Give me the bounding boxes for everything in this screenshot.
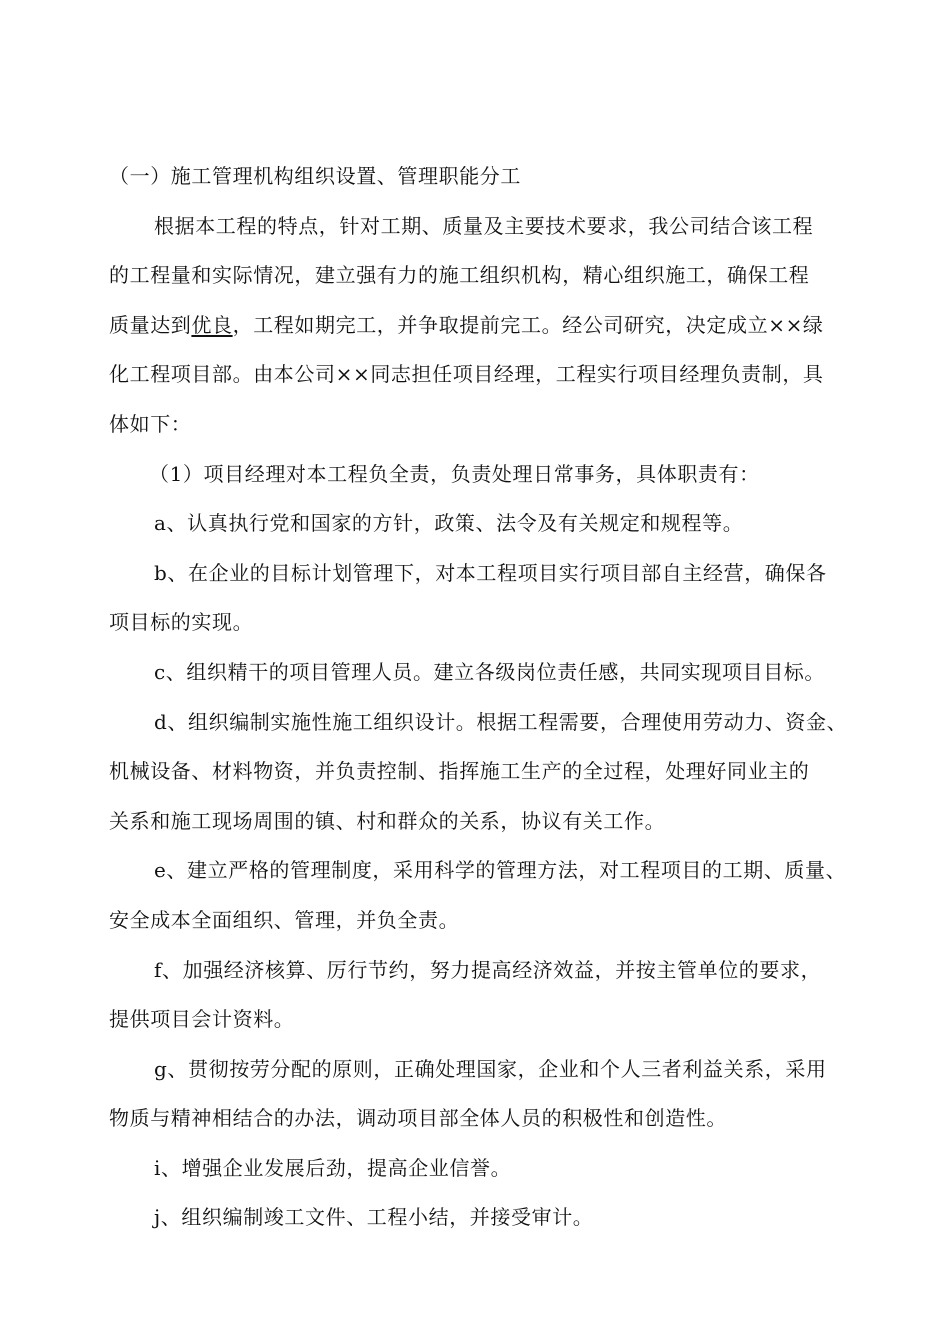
item-line: b、在企业的目标计划管理下，对本工程项目实行项目部自主经营，确保各: [154, 560, 827, 585]
duty-item-i: [109, 1144, 894, 1194]
paragraph-line: 化工程项目部。由本公司××同志担任项目经理，工程实行项目经理负责制，具: [109, 362, 824, 387]
underlined-term: 优良: [191, 312, 233, 337]
paragraph-line: [109, 301, 894, 351]
item-line: g、贯彻按劳分配的原则，正确处理国家，企业和个人三者利益关系，采用: [154, 1056, 827, 1081]
section-title: （一）施工管理机构组织设置、管理职能分工: [109, 164, 521, 188]
paragraph-line: 体如下：: [109, 411, 192, 436]
duty-item-e: [109, 846, 894, 945]
item-line: 提供项目会计资料。: [109, 1007, 295, 1032]
duty-item-b: [109, 549, 894, 648]
item-line: i、增强企业发展后劲，提高企业信誉。: [154, 1155, 512, 1180]
duty-item-c: [109, 648, 894, 698]
item-line: 机械设备、材料物资，并负责控制、指挥施工生产的全过程，处理好同业主的: [109, 759, 810, 784]
item-line: 项目标的实现。: [109, 610, 254, 635]
item-line: 物质与精神相结合的办法，调动项目部全体人员的积极性和创造性。: [109, 1106, 727, 1131]
duty-item-f: [109, 946, 894, 1045]
text-run: 质量达到: [109, 312, 192, 337]
text-run: ，工程如期完工，并争取提前完工。经公司研究，决定成立××绿: [232, 312, 824, 337]
item-line: c、组织精干的项目管理人员。建立各级岗位责任感，共同实现项目目标。: [154, 659, 826, 684]
item-line: a、认真执行党和国家的方针，政策、法令及有关规定和规程等。: [154, 511, 744, 536]
item-line: 安全成本全面组织、管理，并负全责。: [109, 907, 460, 932]
item-line: f、加强经济核算、厉行节约，努力提高经济效益，并按主管单位的要求，: [154, 957, 822, 982]
intro-paragraph: [109, 202, 894, 450]
item-line: 关系和施工现场周围的镇、村和群众的关系，协议有关工作。: [109, 808, 666, 833]
paragraph-line: 的工程量和实际情况，建立强有力的施工组织机构，精心组织施工，确保工程: [109, 263, 810, 288]
item-line: d、组织编制实施性施工组织设计。根据工程需要，合理使用劳动力、资金、: [154, 709, 848, 734]
item-line: j、组织编制竣工文件、工程小结，并接受审计。: [154, 1205, 594, 1230]
subsection-title: （1）项目经理对本工程负全责，负责处理日常事务，具体职责有：: [149, 461, 760, 486]
item-line: e、建立严格的管理制度，采用科学的管理方法，对工程项目的工期、质量、: [154, 858, 847, 883]
subsection-1: [109, 450, 894, 1244]
duty-item-d: [109, 698, 894, 847]
paragraph-line: 根据本工程的特点，针对工期、质量及主要技术要求，我公司结合该工程: [154, 213, 814, 238]
document-page: [109, 152, 894, 1243]
duty-item-a: [109, 499, 894, 549]
duty-item-g: [109, 1045, 894, 1144]
duty-item-j: [109, 1193, 894, 1243]
